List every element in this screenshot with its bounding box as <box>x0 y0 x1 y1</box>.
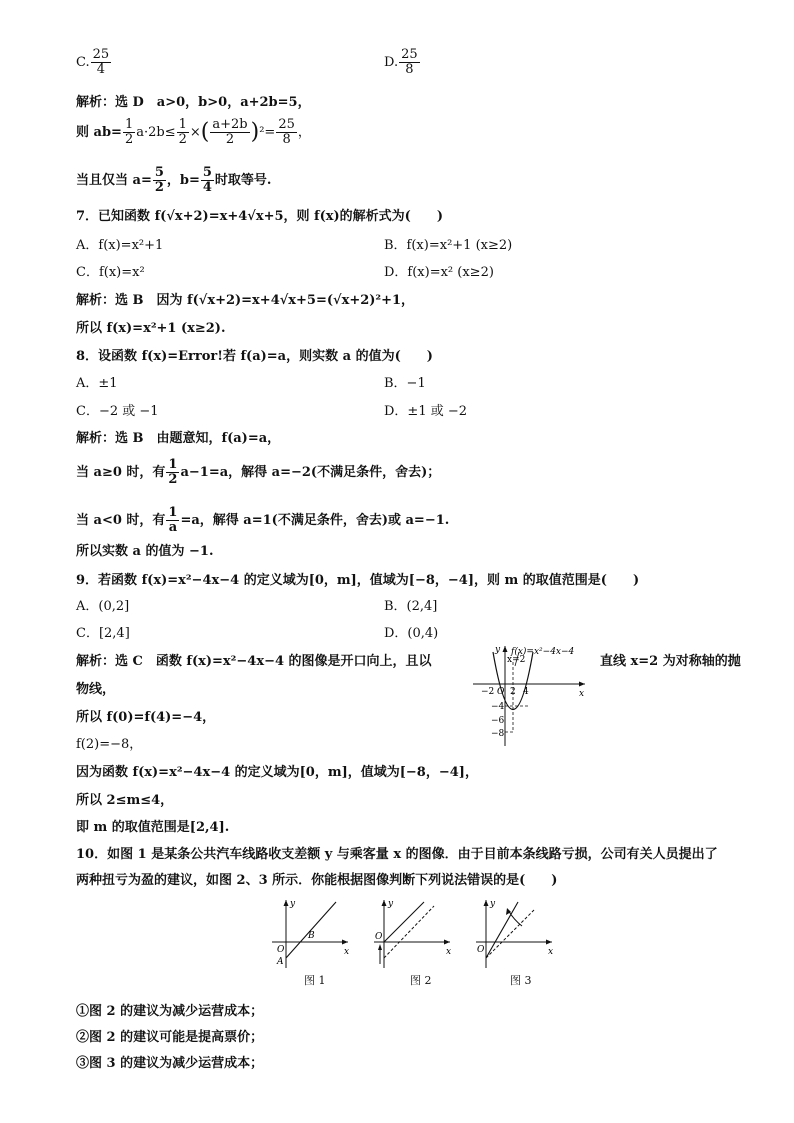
point-a-label: A <box>277 957 284 967</box>
question-8: 8．设函数 f(x)=Error!若 f(a)=a，则实数 a 的值为( ) <box>76 349 433 364</box>
y-label: y <box>388 899 394 909</box>
dashed-line-graph <box>486 910 534 958</box>
solution-6-line1: 解析：选 D a>0，b>0，a+2b=5， <box>76 95 311 110</box>
origin-label: O <box>497 687 505 697</box>
line-graph <box>486 902 518 958</box>
y-axis-arrow <box>503 646 508 652</box>
question-7-option-c: C．f(x)=x² <box>76 265 145 280</box>
solution-7-line1: 解析：选 B 因为 f(√x+2)=x+4√x+5=(√x+2)²+1， <box>76 293 415 308</box>
question-9-option-c: C．[2,4] <box>76 626 130 641</box>
question-8-option-a: A．±1 <box>76 376 118 391</box>
fraction: $\frac{5}{2}$ <box>154 165 164 195</box>
parabola-graph <box>465 642 595 750</box>
question-9-option-d: D．(0,4) <box>384 626 439 641</box>
solution-8-line4: 所以实数 a 的值为 −1. <box>76 544 214 559</box>
fraction: $\frac{1}{2}$ <box>168 457 178 487</box>
x-axis-arrow <box>444 940 450 945</box>
x-axis-arrow <box>546 940 552 945</box>
tick-label: −6 <box>491 716 505 726</box>
question-9-option-b: B．(2,4] <box>384 599 438 614</box>
question-8-option-c: C．−2 或 −1 <box>76 404 159 419</box>
statement-3: ③图 3 的建议为减少运营成本； <box>76 1056 264 1071</box>
question-9: 9．若函数 f(x)=x²−4x−4 的定义域为[0，m]，值域为[−8，−4]，则 m 的取值范围是( ) <box>76 573 640 588</box>
solution-7-line2: 所以 f(x)=x²+1 (x≥2). <box>76 321 226 336</box>
fraction: $\frac{1}{a}$ <box>168 505 178 535</box>
figure-3 <box>470 896 556 970</box>
solution-9-line2: 物线， <box>76 682 116 697</box>
solution-8-line1: 解析：选 B 由题意知，f(a)=a， <box>76 431 281 446</box>
fraction: $\frac{1}{2}$ <box>178 117 187 147</box>
tick-label: −2 <box>481 687 495 697</box>
fraction: $\frac{25}{8}$ <box>401 47 418 77</box>
option-c-6 <box>76 48 112 77</box>
solution-9-line1: 解析：选 C 函数 f(x)=x²−4x−4 的图像是开口向上，且以 <box>76 654 432 669</box>
option-label: D. <box>384 55 399 70</box>
question-8-option-b: B．−1 <box>384 376 426 391</box>
statement-1: ①图 2 的建议为减少运营成本； <box>76 1004 264 1019</box>
origin-label: O <box>375 932 383 942</box>
x-axis-arrow <box>579 682 585 687</box>
fraction: $\frac{25}{4}$ <box>92 47 110 77</box>
statement-2: ②图 2 的建议可能是提高票价； <box>76 1030 264 1045</box>
y-axis-arrow <box>284 900 289 906</box>
y-axis-arrow <box>382 900 387 906</box>
y-label: y <box>495 645 501 655</box>
tick-label: −8 <box>491 729 505 739</box>
question-7-option-d: D．f(x)=x² (x≥2) <box>384 265 494 280</box>
y-label: y <box>490 899 496 909</box>
y-axis-arrow <box>484 900 489 906</box>
x-label: x <box>548 947 554 957</box>
shift-arrow-head <box>378 944 382 950</box>
tick-label: 2 <box>510 687 516 697</box>
solution-8-line3: 当 a<0 时，有 $\frac{1}{a}$ =a，解得 a=1(不满足条件，舍去)或 a=−1. <box>76 505 450 535</box>
solution-9-line4: f(2)=−8， <box>76 737 143 752</box>
solution-9-line3: 所以 f(0)=f(4)=−4， <box>76 710 216 725</box>
question-9-option-a: A．(0,2] <box>76 599 130 614</box>
x-label: x <box>579 689 585 699</box>
figure-2-caption: 图 2 <box>410 974 432 987</box>
question-10-line2: 两种扭亏为盈的建议，如图 2、3 所示．你能根据图像判断下列说法错误的是( ) <box>76 873 558 888</box>
question-10-line1: 10．如图 1 是某条公共汽车线路收支差额 y 与乘客量 x 的图像．由于目前本条线路亏损，公司有关人员提出了 <box>76 847 718 862</box>
figure-3-caption: 图 3 <box>510 974 532 987</box>
option-label: C. <box>76 55 90 70</box>
x-axis-arrow <box>342 940 348 945</box>
tick-label: −4 <box>491 702 505 712</box>
solution-9-line1-right: 直线 x=2 为对称轴的抛 <box>600 654 741 669</box>
dashed-line-graph <box>384 906 434 958</box>
solution-6-line2: 则 ab= $\frac{1}{2}$ a·2b≤ $\frac{1}{2}$ ×( $\frac{a+2b}{2}$ )²= $\frac{25}{8}$ ， <box>76 117 311 147</box>
fraction: $\frac{25}{8}$ <box>278 117 295 147</box>
solution-9-line6: 所以 2≤m≤4， <box>76 793 174 808</box>
origin-label: O <box>477 945 485 955</box>
line-graph <box>286 902 336 958</box>
solution-6-line3: 当且仅当 a= $\frac{5}{2}$ ，b= $\frac{5}{4}$ 时取等号. <box>76 165 272 195</box>
y-label: y <box>290 899 296 909</box>
function-label: f(x)=x²−4x−4 <box>511 647 575 657</box>
origin-label: O <box>277 945 285 955</box>
question-7: 7．已知函数 f(√x+2)=x+4√x+5，则 f(x)的解析式为( ) <box>76 209 443 224</box>
point-b-label: B <box>308 931 315 941</box>
fraction: $\frac{1}{2}$ <box>124 117 134 147</box>
fraction: $\frac{5}{4}$ <box>202 165 212 195</box>
x-label: x <box>446 947 452 957</box>
figure-1 <box>266 896 352 970</box>
figure-1-caption: 图 1 <box>304 974 326 987</box>
symmetry-label: x=2 <box>507 655 526 665</box>
fraction: $\frac{a+2b}{2}$ <box>212 117 248 147</box>
solution-9-line7: 即 m 的取值范围是[2,4]. <box>76 820 230 835</box>
tick-label: 4 <box>523 687 529 697</box>
x-label: x <box>344 947 350 957</box>
question-7-option-a: A．f(x)=x²+1 <box>76 238 164 253</box>
solution-9-line5: 因为函数 f(x)=x²−4x−4 的定义域为[0，m]，值域为[−8，−4]， <box>76 765 478 780</box>
option-d-6 <box>384 48 421 77</box>
question-7-option-b: B．f(x)=x²+1 (x≥2) <box>384 238 513 253</box>
question-8-option-d: D．±1 或 −2 <box>384 404 468 419</box>
solution-8-line2: 当 a≥0 时，有 $\frac{1}{2}$ a−1=a，解得 a=−2(不满足条件，舍去)； <box>76 457 441 487</box>
figure-2 <box>368 896 454 970</box>
